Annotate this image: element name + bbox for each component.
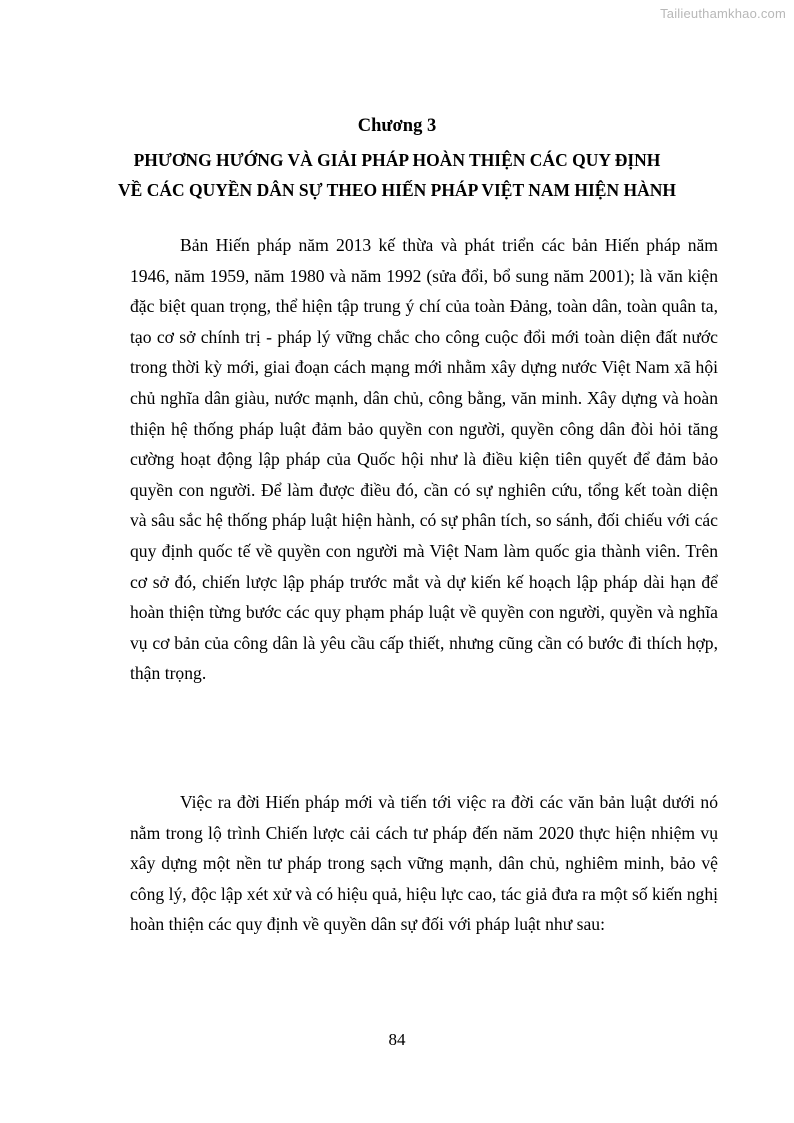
chapter-label: Chương 3 [357,116,437,136]
chapter-title-line-1: PHƯƠNG HƯỚNG VÀ GIẢI PHÁP HOÀN THIỆN CÁC QUY ĐỊNH [133,150,661,170]
watermark: Tailieuthamkhao.com [660,6,786,21]
body-paragraph-2: Việc ra đời Hiến pháp mới và tiến tới việc ra đời các văn bản luật dưới nó nằm trong lộ trình Chiến lược cải cách tư pháp đến năm 2020 thực hiện nhiệm vụ xây dựng một nền tư pháp trong sạch vững mạnh, dân chủ, nghiêm minh, bảo vệ công lý, độc lập xét xử và có hiệu quả, hiệu lực cao, tác giả đưa ra một số kiến nghị hoàn thiện các quy định về quyền dân sự đối với pháp luật như sau: [130,792,719,935]
chapter-title-line-2: VỀ CÁC QUYỀN DÂN SỰ THEO HIẾN PHÁP VIỆT NAM HIỆN HÀNH [118,180,676,200]
body-paragraph-1: Bản Hiến pháp năm 2013 kế thừa và phát triển các bản Hiến pháp năm 1946, năm 1959, năm 1980 và năm 1992 (sửa đổi, bổ sung năm 2001); là văn kiện đặc biệt quan trọng, thể hiện tập trung ý chí của toàn Đảng, toàn dân, toàn quân ta, tạo cơ sở chính trị - pháp lý vững chắc cho công cuộc đổi mới toàn diện đất nước trong thời kỳ mới, giai đoạn cách mạng mới nhằm xây dựng nước Việt Nam xã hội chủ nghĩa dân giàu, nước mạnh, dân chủ, công bằng, văn minh. Xây dựng và hoàn thiện hệ thống pháp luật đảm bảo quyền con người, quyền công dân đòi hỏi tăng cường hoạt động lập pháp của Quốc hội như là điều kiện tiên quyết để đảm bảo quyền con người. Để làm được điều đó, cần có sự nghiên cứu, tổng kết toàn diện và sâu sắc hệ thống pháp luật hiện hành, có sự phân tích, so sánh, đối chiếu với các quy định quốc tế về quyền con người mà Việt Nam làm quốc gia thành viên. Trên cơ sở đó, chiến lược lập pháp trước mắt và dự kiến kế hoạch lập pháp dài hạn để hoàn thiện từng bước các quy phạm pháp luật về quyền con người, quyền và nghĩa vụ cơ bản của công dân là yêu cầu cấp thiết, nhưng cũng cần có bước đi thích hợp, thận trọng. [130,235,718,684]
page-number: 84 [388,1030,406,1049]
